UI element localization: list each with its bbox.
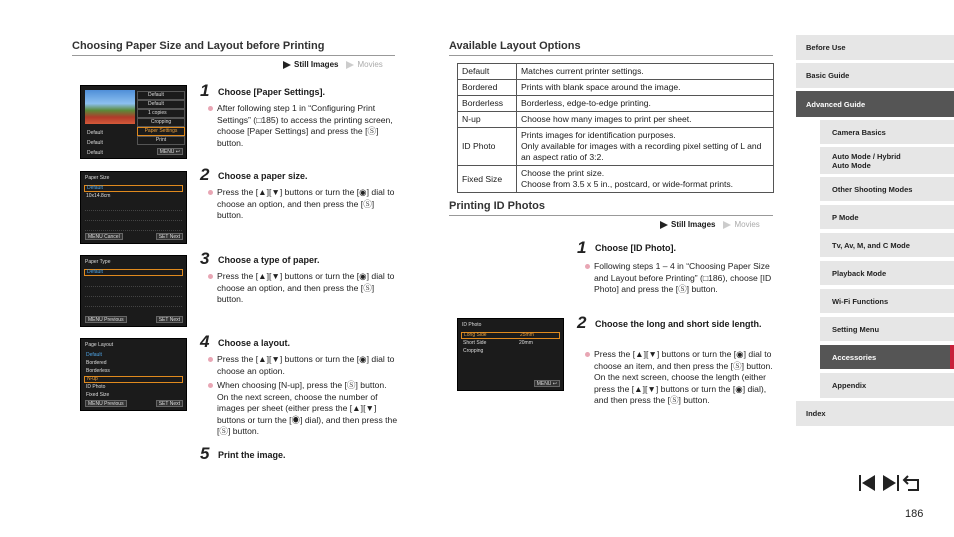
return-icon — [902, 473, 922, 493]
nav-appendix[interactable]: Appendix — [820, 373, 954, 398]
play-icon — [346, 61, 354, 69]
step-heading: Print the image. — [218, 450, 286, 460]
step-heading: Choose a layout. — [218, 338, 291, 348]
step-number: 1 — [577, 238, 587, 257]
step-text: After following step 1 in “Configuring Print Settings” (□185) to access the printing screen, choose [Paper Settings] and press the [Ⓢ] button. — [208, 103, 398, 149]
arrow-left-icon — [859, 473, 877, 493]
still-images-mode: Still Images — [283, 60, 338, 69]
nav-playback-mode[interactable]: Playback Mode — [820, 261, 954, 285]
movies-mode: Movies — [346, 60, 382, 69]
step-text: Following steps 1 – 4 in “Choosing Paper Size and Layout before Printing” (□186), choose [ID Photo] and press the [Ⓢ] button. — [585, 261, 775, 296]
nav-advanced-guide[interactable]: Advanced Guide — [796, 91, 954, 117]
step-number: 2 — [200, 165, 210, 184]
step-text: Press the [▲][▼] buttons or turn the [◉] dial to choose an option, and then press the [Ⓢ] button. — [208, 187, 398, 222]
step-heading: Choose the long and short side length. — [595, 319, 762, 329]
nav-camera-basics[interactable]: Camera Basics — [820, 120, 954, 144]
page-navigation — [858, 472, 922, 494]
step-heading: Choose a type of paper. — [218, 255, 320, 265]
step-number: 4 — [200, 332, 210, 351]
step-text: Press the [▲][▼] buttons or turn the [◉] dial to choose an option, and then press the [Ⓢ] button. — [208, 271, 398, 306]
nav-tv-av-m-c-mode[interactable]: Tv, Av, M, and C Mode — [820, 233, 954, 257]
nav-accessories[interactable]: Accessories — [820, 345, 954, 369]
section-title-paper: Choosing Paper Size and Layout before Printing — [72, 40, 395, 56]
camera-screen-page-layout: Page Layout Default Bordered Borderless N-up ID Photo Fixed Size MENU Previous SET Next — [80, 338, 187, 411]
section-title-layout-options: Available Layout Options — [449, 40, 773, 56]
nav-p-mode[interactable]: P Mode — [820, 205, 954, 229]
play-icon — [723, 221, 731, 229]
menu-back-button: MENU ↩ — [157, 148, 183, 155]
table-row: Borderless Borderless, edge-to-edge printing. — [458, 96, 774, 112]
step-number: 2 — [577, 313, 587, 332]
step-text: Press the [▲][▼] buttons or turn the [◉] dial to choose an item, and then press the [Ⓢ] button. On the next screen, choose the length (either press the [▲][▼] buttons or turn the [◉] dial), and then press the [Ⓢ] button. — [585, 349, 775, 407]
step-heading: Choose [Paper Settings]. — [218, 87, 326, 97]
table-row: Fixed Size Choose the print size. Choose from 3.5 x 5 in., postcard, or wide-format prints. — [458, 166, 774, 193]
step-heading: Choose a paper size. — [218, 171, 308, 181]
step-number: 1 — [200, 81, 210, 100]
table-row: Bordered Prints with blank space around the image. — [458, 80, 774, 96]
nav-before-use[interactable]: Before Use — [796, 35, 954, 60]
arrow-right-icon — [881, 473, 899, 493]
nav-index[interactable]: Index — [796, 401, 954, 426]
still-images-mode: Still Images — [660, 220, 715, 229]
play-icon — [283, 61, 291, 69]
next-page-button[interactable] — [880, 472, 900, 494]
mode-indicators — [283, 60, 383, 69]
layout-options-table — [457, 63, 774, 193]
camera-screen-id-photo: ID Photo Long Side 25mm Short Side 20mm Cropping MENU ↩ — [457, 318, 564, 391]
nav-auto-mode[interactable]: Auto Mode / Hybrid Auto Mode — [820, 147, 954, 174]
previous-page-button[interactable] — [858, 472, 878, 494]
table-row: Default Matches current printer settings. — [458, 64, 774, 80]
photo-thumbnail — [85, 90, 135, 124]
table-row: N-up Choose how many images to print per sheet. — [458, 112, 774, 128]
nav-basic-guide[interactable]: Basic Guide — [796, 63, 954, 88]
play-icon — [660, 221, 668, 229]
step-text: Press the [▲][▼] buttons or turn the [◉] dial to choose an option. When choosing [N-up], press the [Ⓢ] button. On the next screen, choose the number of images per sheet (either press the [▲][▼] buttons or turn the [◉] dial), and then press the [Ⓢ] button. — [208, 354, 398, 438]
mode-indicators — [660, 220, 760, 229]
camera-screen-paper-type: Paper Type Default MENU Previous SET Next — [80, 255, 187, 327]
nav-wifi-functions[interactable]: Wi-Fi Functions — [820, 289, 954, 313]
table-row: ID Photo Prints images for identification purposes. Only available for images with a recording pixel setting of L and an aspect ratio of 3:2. — [458, 128, 774, 166]
nav-setting-menu[interactable]: Setting Menu — [820, 317, 954, 341]
movies-mode: Movies — [723, 220, 759, 229]
step-heading: Choose [ID Photo]. — [595, 243, 676, 253]
camera-screen-print-settings — [80, 85, 187, 159]
page-number: 186 — [905, 508, 924, 520]
step-number: 5 — [200, 444, 210, 463]
back-button[interactable] — [902, 472, 922, 494]
step-number: 3 — [200, 249, 210, 268]
nav-other-shooting-modes[interactable]: Other Shooting Modes — [820, 177, 954, 201]
camera-screen-paper-size: Paper Size Default 10x14.8cm MENU Cancel SET Next — [80, 171, 187, 244]
left-settings: Default Default Default — [87, 130, 103, 156]
section-title-id-photos: Printing ID Photos — [449, 200, 773, 216]
print-setting-list: Default Default 1 copies Cropping Paper Settings Print — [137, 91, 185, 145]
